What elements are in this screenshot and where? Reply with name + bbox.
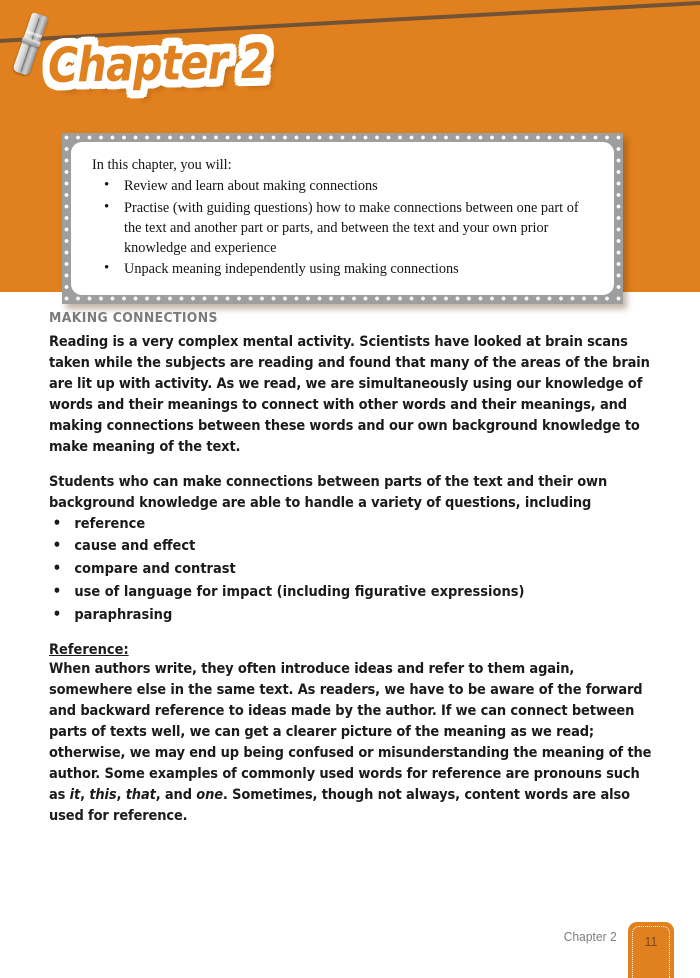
reference-example-that: that — [125, 787, 156, 804]
reference-example-one: one — [196, 787, 223, 804]
footer-chapter-label: Chapter 2 — [563, 930, 617, 944]
reference-sep-1: , — [80, 787, 90, 804]
clothespin-icon — [12, 12, 48, 76]
chapter-objectives-box — [62, 133, 623, 304]
list-item: • Practise (with guiding questions) how to make connections between one part of the text and another part or parts, and between the text and your own prior knowledge and experience — [92, 198, 594, 259]
reference-example-this: this — [89, 787, 117, 804]
reference-example-it: it — [69, 787, 81, 804]
chapter-objectives-inner — [71, 142, 614, 295]
page-number-tab — [628, 922, 674, 978]
reference-heading: Reference: — [49, 642, 129, 659]
list-item: • compare and contrast — [49, 559, 653, 580]
paragraph-intro: Reading is a very complex mental activity. Scientists have looked at brain scans taken while the subjects are reading and found that many of the areas of the brain are lit up with activity. As we read, we are simultaneously using our knowledge of words and their meanings to connect with other words and their meanings, and making connections between these words and our own background knowledge to make meaning of the text. — [49, 334, 650, 455]
page-number: 11 — [644, 935, 658, 949]
reference-text-part-2: . Sometimes, though not always, content words are also used for reference. — [49, 787, 630, 824]
reference-sep-3: , and — [155, 787, 197, 804]
page-body — [49, 310, 653, 841]
reference-heading-wrap — [49, 641, 653, 659]
list-item: • use of language for impact (including figurative expressions) — [49, 582, 653, 603]
paragraph-question-types-intro: Students who can make connections between parts of the text and their own background knowledge are able to handle a variety of questions, including — [49, 473, 608, 511]
reference-text-part-1: When authors write, they often introduce ideas and refer to them again, somewhere else in the same text. As readers, we have to be aware of the forward and backward reference to ideas made by the author. If we can connect between parts of texts well, we can get a clearer picture of the meaning as we read; otherwise, we may end up being confused or misunderstanding the meaning of the author. Some examples of commonly used words for reference are pronouns such as — [49, 661, 652, 804]
objectives-list — [92, 176, 594, 279]
list-item: • reference — [49, 514, 653, 535]
question-types-list — [49, 514, 653, 626]
list-item: • paraphrasing — [49, 605, 653, 626]
list-item: • cause and effect — [49, 536, 653, 557]
objectives-intro: In this chapter, you will: — [92, 157, 232, 173]
list-item: • Review and learn about making connections — [92, 176, 594, 196]
section-heading: MAKING CONNECTIONS — [49, 310, 218, 326]
reference-sep-2: , — [116, 787, 126, 804]
page-title: Chapter 2 — [47, 33, 269, 94]
paragraph-reference — [49, 659, 653, 827]
list-item: • Unpack meaning independently using making connections — [92, 259, 594, 279]
page-tab-stitching — [632, 926, 670, 978]
